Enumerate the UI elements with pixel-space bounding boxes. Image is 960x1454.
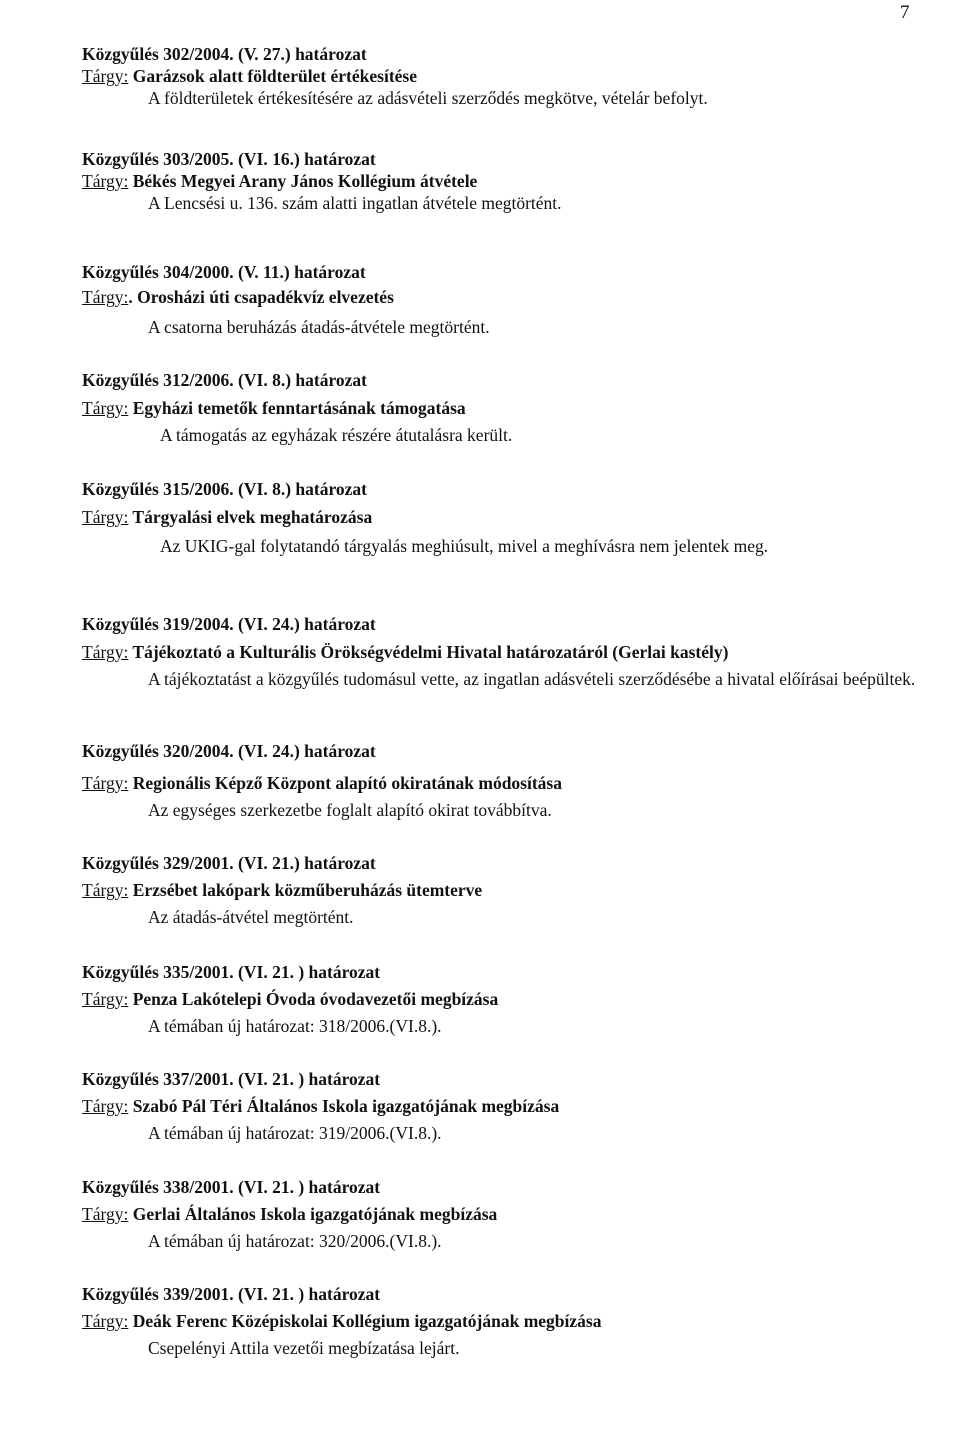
resolution-header: Közgyűlés 315/2006. (VI. 8.) határozat (82, 479, 367, 499)
resolution-subject (82, 396, 466, 420)
resolution-header: Közgyűlés 339/2001. (VI. 21. ) határozat (82, 1284, 381, 1304)
subject-label: Tárgy: (82, 287, 129, 307)
resolution-status: Az átadás-átvétel megtörtént. (148, 907, 354, 927)
subject-title: Erzsébet lakópark közműberuházás ütemterve (128, 880, 483, 900)
subject-label: Tárgy: (82, 507, 129, 527)
subject-label: Tárgy: (82, 642, 129, 662)
resolution-subject (82, 64, 417, 88)
resolution-subject (82, 1202, 497, 1226)
resolution-subject (82, 878, 482, 902)
resolution-status: A tájékoztatást a közgyűlés tudomásul vette, az ingatlan adásvételi szerződésébe a hivatal előírásai beépültek. (148, 669, 916, 689)
resolution-subject (82, 285, 394, 309)
resolution-status: Az egységes szerkezetbe foglalt alapító okirat továbbítva. (148, 800, 552, 820)
resolution-header: Közgyűlés 329/2001. (VI. 21.) határozat (82, 853, 376, 873)
resolution-subject (82, 640, 728, 664)
resolution-header: Közgyűlés 338/2001. (VI. 21. ) határozat (82, 1177, 381, 1197)
resolution-subject (82, 771, 562, 795)
resolution-header: Közgyűlés 320/2004. (VI. 24.) határozat (82, 741, 376, 761)
subject-label: Tárgy: (82, 1204, 129, 1224)
resolution-subject (82, 505, 372, 529)
subject-title: Gerlai Általános Iskola igazgatójának megbízása (128, 1204, 498, 1224)
resolution-status: A támogatás az egyházak részére átutalásra került. (160, 425, 513, 445)
resolution-header: Közgyűlés 337/2001. (VI. 21. ) határozat (82, 1069, 381, 1089)
resolution-subject (82, 1094, 559, 1118)
subject-label: Tárgy: (82, 989, 129, 1009)
subject-title: Regionális Képző Központ alapító okiratának módosítása (128, 773, 562, 793)
resolution-header: Közgyűlés 302/2004. (V. 27.) határozat (82, 44, 367, 64)
subject-label: Tárgy: (82, 66, 129, 86)
resolution-status: A témában új határozat: 318/2006.(VI.8.). (148, 1016, 442, 1036)
subject-title: Deák Ferenc Középiskolai Kollégium igazgatójának megbízása (128, 1311, 602, 1331)
subject-title: Szabó Pál Téri Általános Iskola igazgatójának megbízása (128, 1096, 560, 1116)
resolution-header: Közgyűlés 319/2004. (VI. 24.) határozat (82, 614, 376, 634)
subject-label: Tárgy: (82, 1311, 129, 1331)
resolution-status: A Lencsési u. 136. szám alatti ingatlan átvétele megtörtént. (148, 193, 562, 213)
resolution-subject (82, 169, 477, 193)
resolution-header: Közgyűlés 303/2005. (VI. 16.) határozat (82, 149, 376, 169)
page-number: 7 (900, 2, 910, 23)
subject-title: Békés Megyei Arany János Kollégium átvétele (128, 171, 478, 191)
resolution-header: Közgyűlés 304/2000. (V. 11.) határozat (82, 262, 366, 282)
resolution-status: A földterületek értékesítésére az adásvételi szerződés megkötve, vételár befolyt. (148, 88, 708, 108)
resolution-header: Közgyűlés 312/2006. (VI. 8.) határozat (82, 370, 367, 390)
subject-title: . Orosházi úti csapadékvíz elvezetés (128, 287, 394, 307)
resolution-header: Közgyűlés 335/2001. (VI. 21. ) határozat (82, 962, 381, 982)
subject-title: Tájékoztató a Kulturális Örökségvédelmi Hivatal határozatáról (Gerlai kastély) (128, 642, 729, 662)
resolution-status: A témában új határozat: 320/2006.(VI.8.). (148, 1231, 442, 1251)
resolution-subject (82, 1309, 601, 1333)
subject-label: Tárgy: (82, 880, 129, 900)
subject-title: Garázsok alatt földterület értékesítése (128, 66, 417, 86)
resolution-status: A csatorna beruházás átadás-átvétele megtörtént. (148, 317, 490, 337)
subject-label: Tárgy: (82, 398, 129, 418)
subject-title: Tárgyalási elvek meghatározása (128, 507, 373, 527)
resolution-status: Az UKIG-gal folytatandó tárgyalás meghiúsult, mivel a meghívásra nem jelentek meg. (160, 536, 769, 556)
resolution-status: A témában új határozat: 319/2006.(VI.8.). (148, 1123, 442, 1143)
resolution-subject (82, 987, 498, 1011)
subject-label: Tárgy: (82, 1096, 129, 1116)
subject-title: Penza Lakótelepi Óvoda óvodavezetői megbízása (128, 989, 499, 1009)
subject-label: Tárgy: (82, 773, 129, 793)
subject-title: Egyházi temetők fenntartásának támogatása (128, 398, 466, 418)
resolution-status: Csepelényi Attila vezetői megbízatása lejárt. (148, 1338, 460, 1358)
subject-label: Tárgy: (82, 171, 129, 191)
